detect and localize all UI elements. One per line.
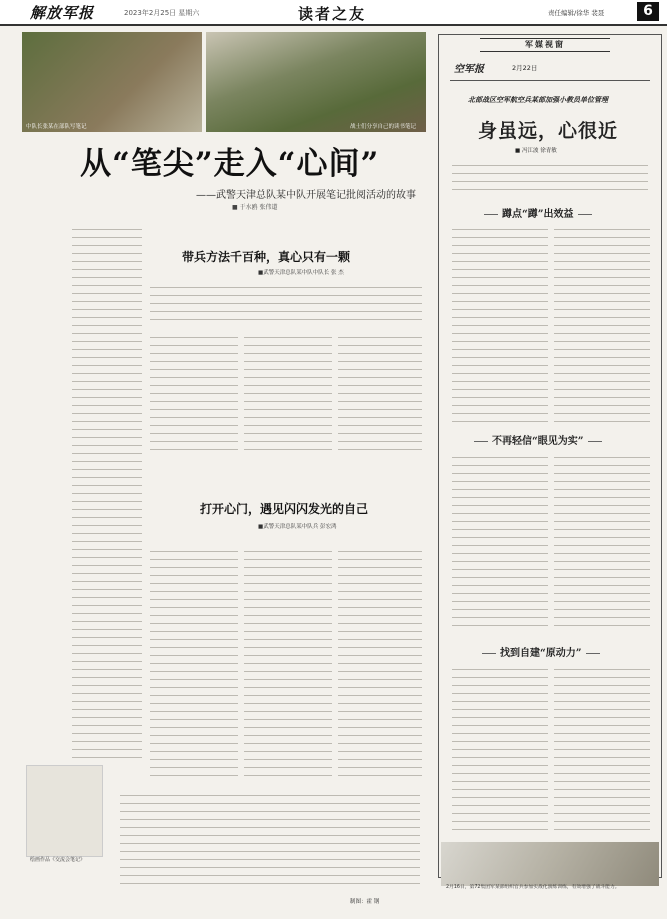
photo-group-sharing (206, 32, 426, 132)
panel-column (554, 664, 650, 834)
body-column (120, 790, 420, 890)
source-date: 2月22日 (512, 64, 538, 72)
panel-column (554, 224, 650, 424)
section-title: 读者之友 (298, 5, 367, 23)
body-column (338, 546, 422, 776)
panel-heading-3: 找到自建“原动力” (478, 644, 604, 659)
page-number: 6 (637, 2, 659, 21)
panel-byline: ■ 冯江波 徐青敏 (515, 148, 557, 154)
illustration-caption: 绘画作品《交流会笔记》 (30, 857, 86, 863)
body-column (244, 546, 332, 776)
byline: ■ 于水鸥 张伟道 (232, 204, 278, 211)
body-column (150, 332, 238, 452)
divider (450, 80, 650, 81)
body-column (150, 282, 422, 320)
panel-heading-1: 蹲点“蹲”出效益 (480, 205, 596, 220)
masthead (0, 0, 667, 26)
body-column (150, 546, 238, 776)
panel-heading-2: 不再轻信“眼见为实” (470, 432, 606, 447)
panel-photo-caption: 2月16日，第72集团军某部组织官兵参加实战化演练训练，有效增强了战斗能力。 (446, 885, 620, 890)
body-column (244, 332, 332, 452)
panel-lede (452, 160, 648, 190)
photo-soldier-writing (22, 32, 202, 132)
responsible-editors: 责任编辑/徐华 裴聂 (548, 9, 605, 17)
photo-right-caption: 战士们分享自己的读书笔记 (350, 124, 417, 130)
illustration-notebook (26, 765, 103, 857)
panel-column (452, 452, 548, 632)
subheadline: ——武警天津总队某中队开展笔记批阅活动的故事 (196, 190, 416, 201)
section-heading-1: 带兵方法千百种，真心只有一颗 (182, 250, 351, 264)
section-heading-2: 打开心门，遇见闪闪发光的自己 (200, 502, 369, 516)
panel-header: 军媒视窗 (480, 38, 610, 52)
panel-photo (441, 842, 659, 886)
panel-column (452, 664, 548, 834)
section-byline-1: ■武警天津总队某中队中队长 张 杰 (258, 270, 344, 276)
issue-date: 2023年2月25日 星期六 (124, 9, 200, 17)
source-logo: 空军报 (454, 64, 484, 75)
body-column (72, 224, 142, 764)
panel-column (452, 224, 548, 424)
graphic-editor: 制图：霍 钢 (350, 899, 380, 905)
panel-column (554, 452, 650, 632)
panel-title: 身虽远，心很近 (478, 120, 619, 142)
body-column (338, 332, 422, 452)
section-byline-2: ■武警天津总队某中队兵 彭宏鸿 (258, 524, 337, 530)
newspaper-logo: 解放军报 (30, 4, 95, 22)
headline: 从“笔尖”走入“心间” (80, 146, 380, 182)
photo-left-caption: 中队长张某在部队写笔记 (26, 124, 87, 130)
panel-kicker: 北部战区空军航空兵某部加强小教员单位管理 (468, 95, 608, 104)
